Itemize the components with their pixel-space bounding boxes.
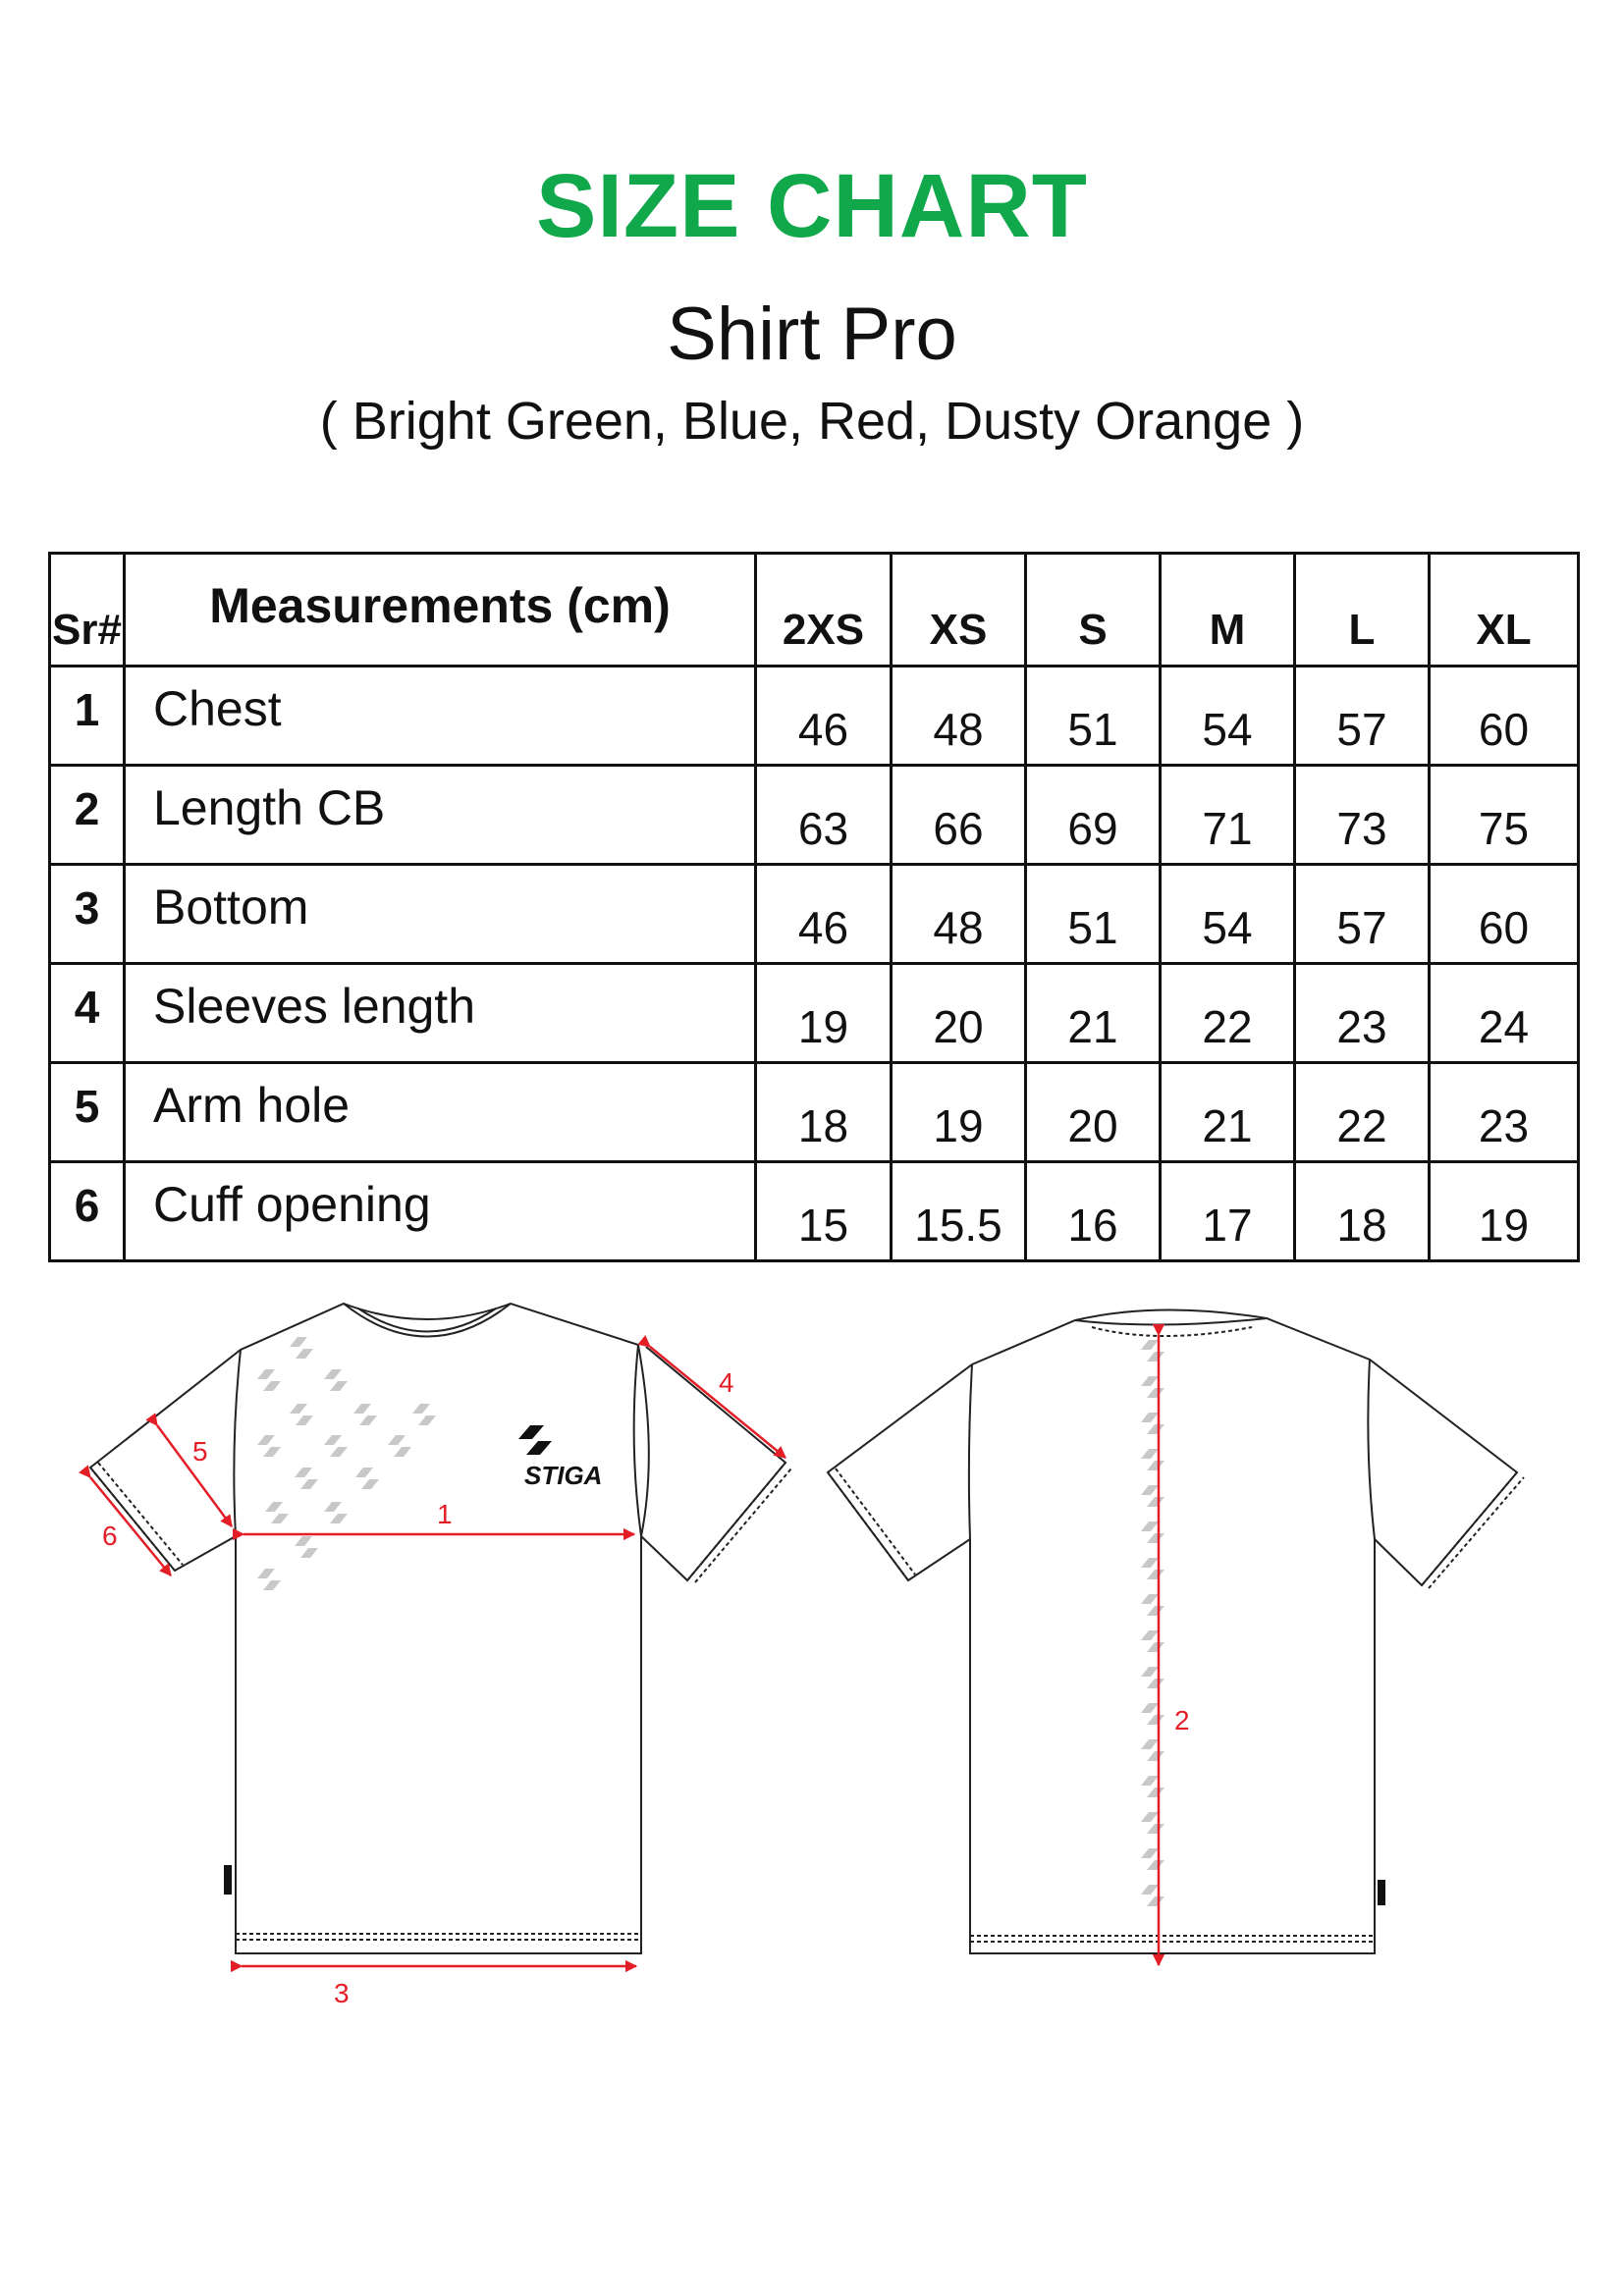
- table-row: [50, 1063, 1579, 1162]
- back-label-tag: [1378, 1880, 1385, 1905]
- cell-value: 75: [1430, 766, 1579, 865]
- cell-value: 20: [1026, 1063, 1161, 1162]
- cell-value: 19: [892, 1063, 1026, 1162]
- cell-value: 23: [1430, 1063, 1579, 1162]
- label-sleeve: 4: [719, 1367, 734, 1398]
- table-header-row: [50, 554, 1579, 667]
- product-colors: ( Bright Green, Blue, Red, Dusty Orange ): [319, 392, 1305, 451]
- header-size-m: M: [1161, 554, 1295, 667]
- header-size-s: S: [1026, 554, 1161, 667]
- measurement-name: Length CB: [125, 766, 756, 865]
- cell-value: 19: [1430, 1162, 1579, 1261]
- cell-value: 57: [1295, 865, 1430, 964]
- cell-value: 60: [1430, 667, 1579, 766]
- measurement-name: Sleeves length: [125, 964, 756, 1063]
- cell-value: 73: [1295, 766, 1430, 865]
- cell-value: 60: [1430, 865, 1579, 964]
- row-number: 5: [50, 1063, 125, 1162]
- label-chest: 1: [437, 1499, 453, 1529]
- cell-value: 16: [1026, 1162, 1161, 1261]
- cell-value: 18: [1295, 1162, 1430, 1261]
- header-size-xs: XS: [892, 554, 1026, 667]
- front-label-tag: [224, 1865, 232, 1895]
- cell-value: 51: [1026, 667, 1161, 766]
- measurement-name: Bottom: [125, 865, 756, 964]
- product-name: Shirt Pro: [667, 293, 957, 376]
- cell-value: 46: [756, 667, 892, 766]
- shirt-diagram: [0, 1256, 1624, 2120]
- measurement-name: Arm hole: [125, 1063, 756, 1162]
- cell-value: 15: [756, 1162, 892, 1261]
- cell-value: 48: [892, 865, 1026, 964]
- cell-value: 18: [756, 1063, 892, 1162]
- header-size-2xs: 2XS: [756, 554, 892, 667]
- cell-value: 48: [892, 667, 1026, 766]
- cell-value: 63: [756, 766, 892, 865]
- cell-value: 21: [1161, 1063, 1295, 1162]
- cell-value: 19: [756, 964, 892, 1063]
- cell-value: 20: [892, 964, 1026, 1063]
- header-size-l: L: [1295, 554, 1430, 667]
- cell-value: 57: [1295, 667, 1430, 766]
- row-number: 3: [50, 865, 125, 964]
- label-length: 2: [1174, 1705, 1190, 1735]
- table-row: [50, 667, 1579, 766]
- cell-value: 51: [1026, 865, 1161, 964]
- cell-value: 22: [1161, 964, 1295, 1063]
- cell-value: 54: [1161, 865, 1295, 964]
- header-measurement: Measurements (cm): [125, 554, 756, 667]
- size-table: [48, 552, 1580, 1262]
- cell-value: 71: [1161, 766, 1295, 865]
- brand-logo-text: STIGA: [524, 1461, 603, 1490]
- cell-value: 15.5: [892, 1162, 1026, 1261]
- table-row: [50, 865, 1579, 964]
- row-number: 4: [50, 964, 125, 1063]
- cell-value: 17: [1161, 1162, 1295, 1261]
- label-bottom: 3: [334, 1978, 350, 2008]
- label-armhole: 5: [192, 1436, 208, 1467]
- header-sr: Sr#: [50, 554, 125, 667]
- cell-value: 23: [1295, 964, 1430, 1063]
- cell-value: 46: [756, 865, 892, 964]
- front-shirt: [90, 1304, 791, 1953]
- measure-line-sleeve: [650, 1347, 785, 1458]
- measurement-name: Cuff opening: [125, 1162, 756, 1261]
- cell-value: 21: [1026, 964, 1161, 1063]
- table-row: [50, 766, 1579, 865]
- cell-value: 22: [1295, 1063, 1430, 1162]
- header-size-xl: XL: [1430, 554, 1579, 667]
- row-number: 2: [50, 766, 125, 865]
- measurement-name: Chest: [125, 667, 756, 766]
- row-number: 1: [50, 667, 125, 766]
- cell-value: 24: [1430, 964, 1579, 1063]
- row-number: 6: [50, 1162, 125, 1261]
- table-row: [50, 1162, 1579, 1261]
- cell-value: 54: [1161, 667, 1295, 766]
- cell-value: 69: [1026, 766, 1161, 865]
- back-shirt: [828, 1309, 1524, 1953]
- label-cuff: 6: [102, 1521, 118, 1551]
- page-title: SIZE CHART: [536, 156, 1088, 256]
- cell-value: 66: [892, 766, 1026, 865]
- table-row: [50, 964, 1579, 1063]
